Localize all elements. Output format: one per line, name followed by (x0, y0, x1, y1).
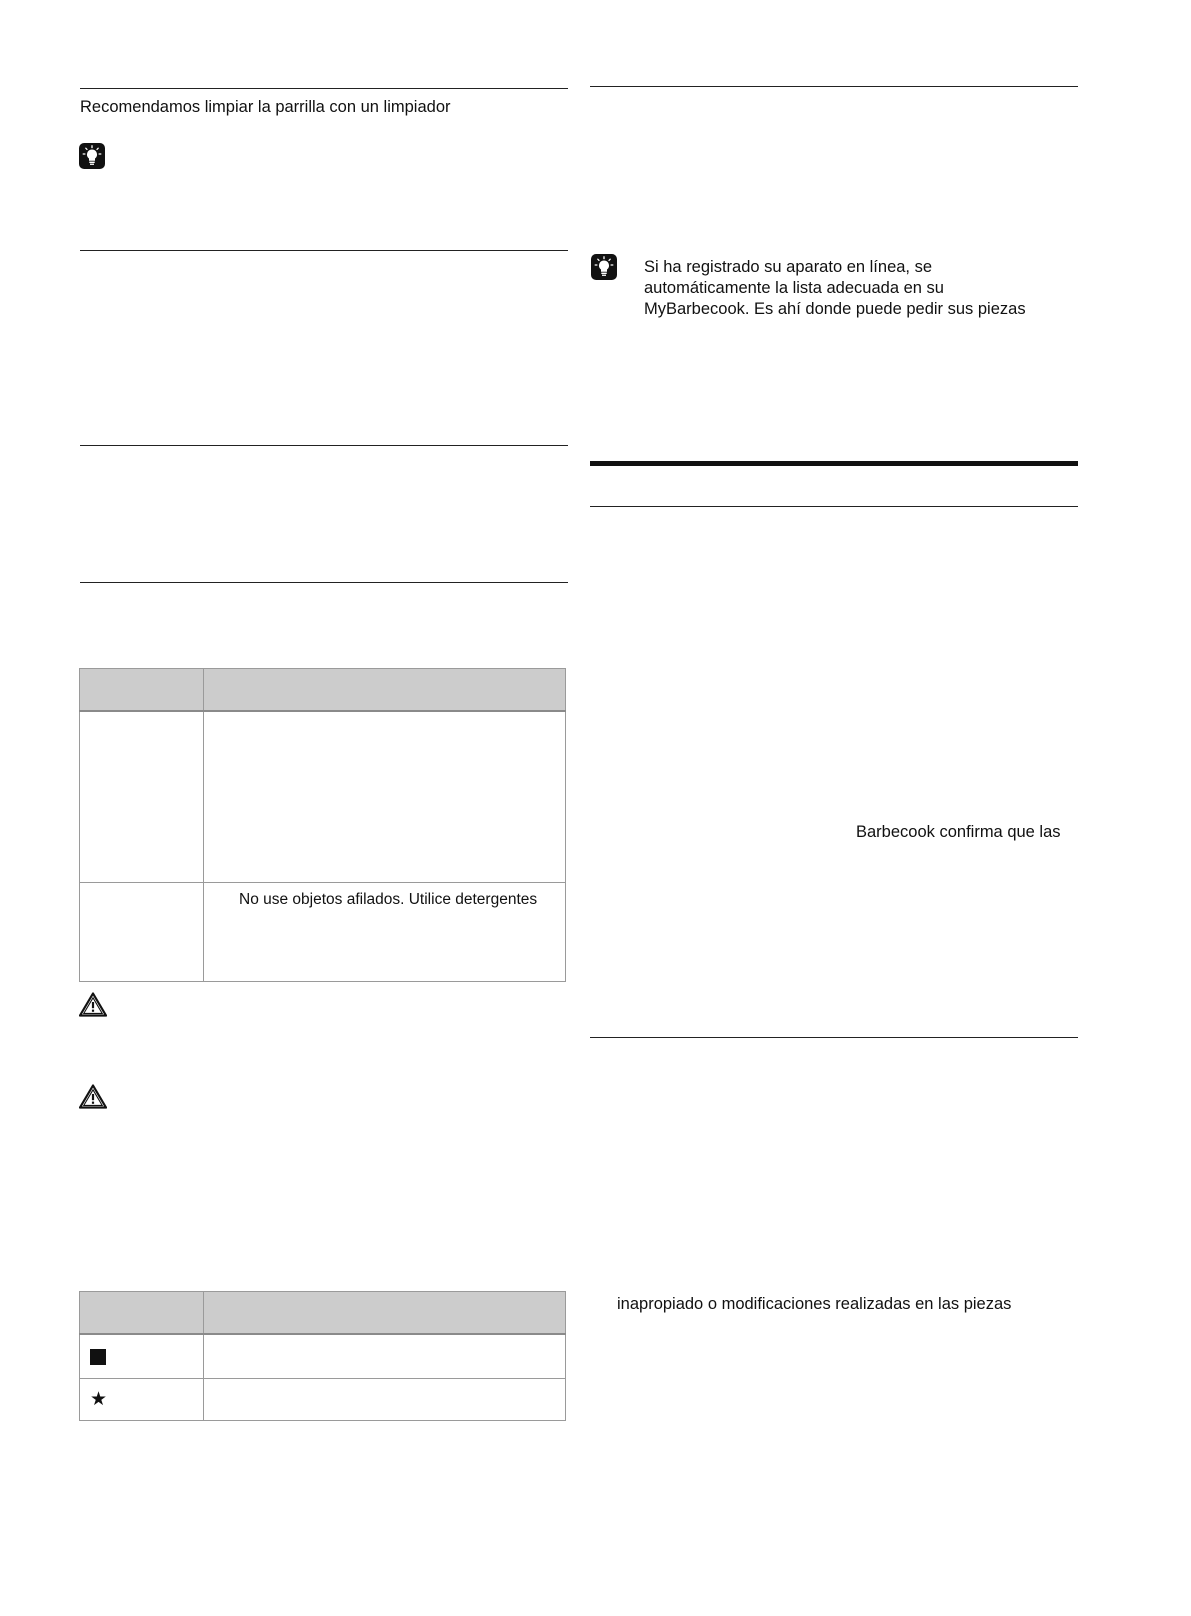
section-rule (590, 1037, 1078, 1038)
table-header-row (80, 669, 566, 712)
section-rule (80, 88, 568, 89)
instruction-text: No use objetos afilados. Utilice detergentes (239, 891, 538, 908)
exclusion-text-fragment: inapropiado o modificaciones realizadas en las piezas (617, 1295, 1012, 1313)
symbol-description-cell (204, 1379, 566, 1421)
tip-line: MyBarbecook. Es ahí donde puede pedir sus piezas (644, 300, 1026, 318)
part-cell (80, 883, 204, 982)
table-row (80, 883, 566, 982)
instruction-cell (204, 883, 566, 982)
warning-triangle-icon (79, 1084, 107, 1109)
table-header-cell (80, 669, 204, 712)
table-row (80, 711, 566, 883)
section-rule (80, 250, 568, 251)
part-cell (80, 711, 204, 883)
warranty-text-fragment: Barbecook confirma que las (856, 823, 1061, 841)
cleaning-intro-text: Recomendamos limpiar la parrilla con un limpiador (80, 98, 451, 116)
section-rule (590, 86, 1078, 87)
warning-triangle-icon (79, 992, 107, 1017)
instruction-cell (204, 711, 566, 883)
table-header-cell (80, 1292, 204, 1335)
table-row (80, 1379, 566, 1421)
section-rule (80, 582, 568, 583)
symbol-cell (80, 1379, 204, 1421)
tip-line: automáticamente la lista adecuada en su (644, 279, 944, 297)
symbol-description-cell (204, 1334, 566, 1379)
section-rule (80, 445, 568, 446)
symbol-cell (80, 1334, 204, 1379)
lightbulb-icon (591, 254, 617, 280)
square-icon (90, 1349, 106, 1365)
table-header-row (80, 1292, 566, 1335)
star-icon: ★ (90, 1389, 108, 1410)
symbol-table (79, 1291, 566, 1421)
lightbulb-icon (79, 143, 105, 169)
section-rule (590, 506, 1078, 507)
table-header-cell (204, 669, 566, 712)
section-heading-bar (590, 461, 1078, 466)
cleaning-table (79, 668, 566, 982)
tip-line: Si ha registrado su aparato en línea, se (644, 258, 933, 276)
table-row (80, 1334, 566, 1379)
table-header-cell (204, 1292, 566, 1335)
instruction-text (204, 712, 565, 720)
